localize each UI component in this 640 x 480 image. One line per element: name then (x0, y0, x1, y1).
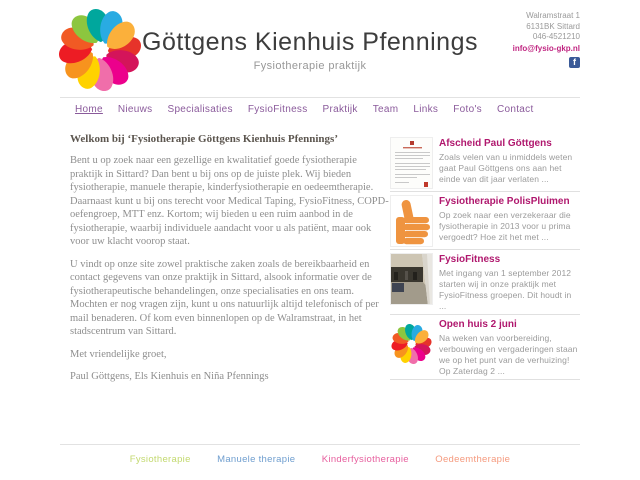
contact-address-line1: Walramstraat 1 (526, 11, 580, 20)
welcome-paragraph-1: Bent u op zoek naar een gezellige en kwalitatief goede fysiotherapie praktijk in Sittard? Dan bent u bij ons op de juiste plek. Wij bieden fysiotherapie, manuele therapie, kinderfysiotherapie en oedeemtherapie. Daarnaast kunt u bij ons terecht voor Medical Taping, FysioFitness, COPD-oefengroep, MTT enz. Kortom; wij bieden u een ruim aanbod in de fysiotherapie, waarbij individuele aandacht voor u als patiënt, maar ook voor uw klacht voorop staat. (70, 155, 389, 247)
footer-links (60, 449, 580, 467)
news-item-fysiofitness[interactable] (390, 253, 580, 315)
news-item-afscheid[interactable] (390, 137, 580, 192)
letter-document-icon[interactable] (390, 137, 433, 189)
news-title[interactable]: Open huis 2 juni (439, 319, 517, 330)
nav-item-links[interactable]: Links (413, 104, 439, 115)
welcome-closing: Met vriendelijke groet, (70, 348, 167, 360)
site-title-block (135, 28, 485, 72)
footer-link[interactable]: Fysiotherapie (129, 454, 191, 465)
site-subtitle: Fysiotherapie praktijk (253, 60, 367, 72)
contact-address-line2: 6131BK Sittard (526, 21, 580, 31)
header-divider (60, 97, 580, 98)
welcome-paragraph-2: U vindt op onze site zowel praktische zaken zoals de bereikbaarheid en contact gegevens van onze praktijk in Sittard, alsook informatie over de fysiotherapeutische behandelingen, onze specialisaties en ons team. Mochten er nog vragen zijn, kunt u ons natuurlijk altijd telefonisch of per mail benaderen. Of kom even binnenlopen op de Walramstraat, in het stadscentrum van Sittard. (70, 258, 379, 337)
footer-divider (60, 444, 580, 445)
news-excerpt: Op zoek naar een verzekeraar die fysiotherapie in 2013 voor u prima vergoedt? Hoe zit het met ... (439, 210, 571, 242)
pinwheel-logo-icon[interactable] (390, 318, 433, 370)
news-sidebar (390, 137, 580, 383)
main-nav (75, 104, 534, 115)
gym-photo-thumbnail[interactable] (390, 253, 433, 305)
footer-link[interactable]: Manuele therapie (217, 454, 296, 465)
news-title[interactable]: FysioFitness (439, 254, 501, 265)
nav-item-contact[interactable]: Contact (496, 104, 534, 115)
nav-item-team[interactable]: Team (372, 104, 399, 115)
news-excerpt: Na weken van voorbereiding, verbouwing en vergaderingen staan we op het punt van de verhuizing! Op Zaterdag 2 ... (439, 333, 578, 376)
site-logo-pinwheel-icon[interactable] (56, 6, 144, 94)
nav-item-fotos[interactable]: Foto's (453, 104, 482, 115)
nav-item-nieuws[interactable]: Nieuws (117, 104, 153, 115)
welcome-heading: Welkom bij ‘Fysiotherapie Göttgens Kienhuis Pfennings’ (70, 133, 338, 145)
welcome-article (70, 133, 392, 393)
news-item-open-huis[interactable] (390, 318, 580, 380)
site-title: Göttgens Kienhuis Pfennings (142, 28, 478, 56)
contact-email-link[interactable]: info@fysio-gkp.nl (512, 43, 580, 53)
news-title[interactable]: Fysiotherapie PolisPluimen (439, 196, 570, 207)
footer-link[interactable]: Kinderfysiotherapie (321, 454, 409, 465)
news-excerpt: Met ingang van 1 september 2012 starten wij in onze praktijk met FysioFitness groepen. Dit houdt in ... (439, 268, 572, 311)
news-item-polispluimen[interactable] (390, 195, 580, 250)
news-title[interactable]: Afscheid Paul Göttgens (439, 138, 552, 149)
contact-block (513, 11, 580, 69)
footer-link[interactable]: Oedeemtherapie (435, 454, 511, 465)
nav-item-home[interactable]: Home (75, 104, 103, 115)
nav-item-fysiofitness[interactable]: FysioFitness (247, 104, 308, 115)
nav-item-praktijk[interactable]: Praktijk (322, 104, 358, 115)
nav-item-specialisaties[interactable]: Specialisaties (167, 104, 233, 115)
contact-phone: 046-4521210 (532, 32, 580, 41)
facebook-icon[interactable]: f (569, 57, 580, 68)
welcome-signature: Paul Göttgens, Els Kienhuis en Niña Pfennings (70, 371, 269, 382)
news-excerpt: Zoals velen van u inmiddels weten gaat Paul Göttgens ons aan het einde van dit jaar verlaten ... (439, 152, 573, 184)
thumbs-up-icon[interactable] (390, 195, 433, 247)
